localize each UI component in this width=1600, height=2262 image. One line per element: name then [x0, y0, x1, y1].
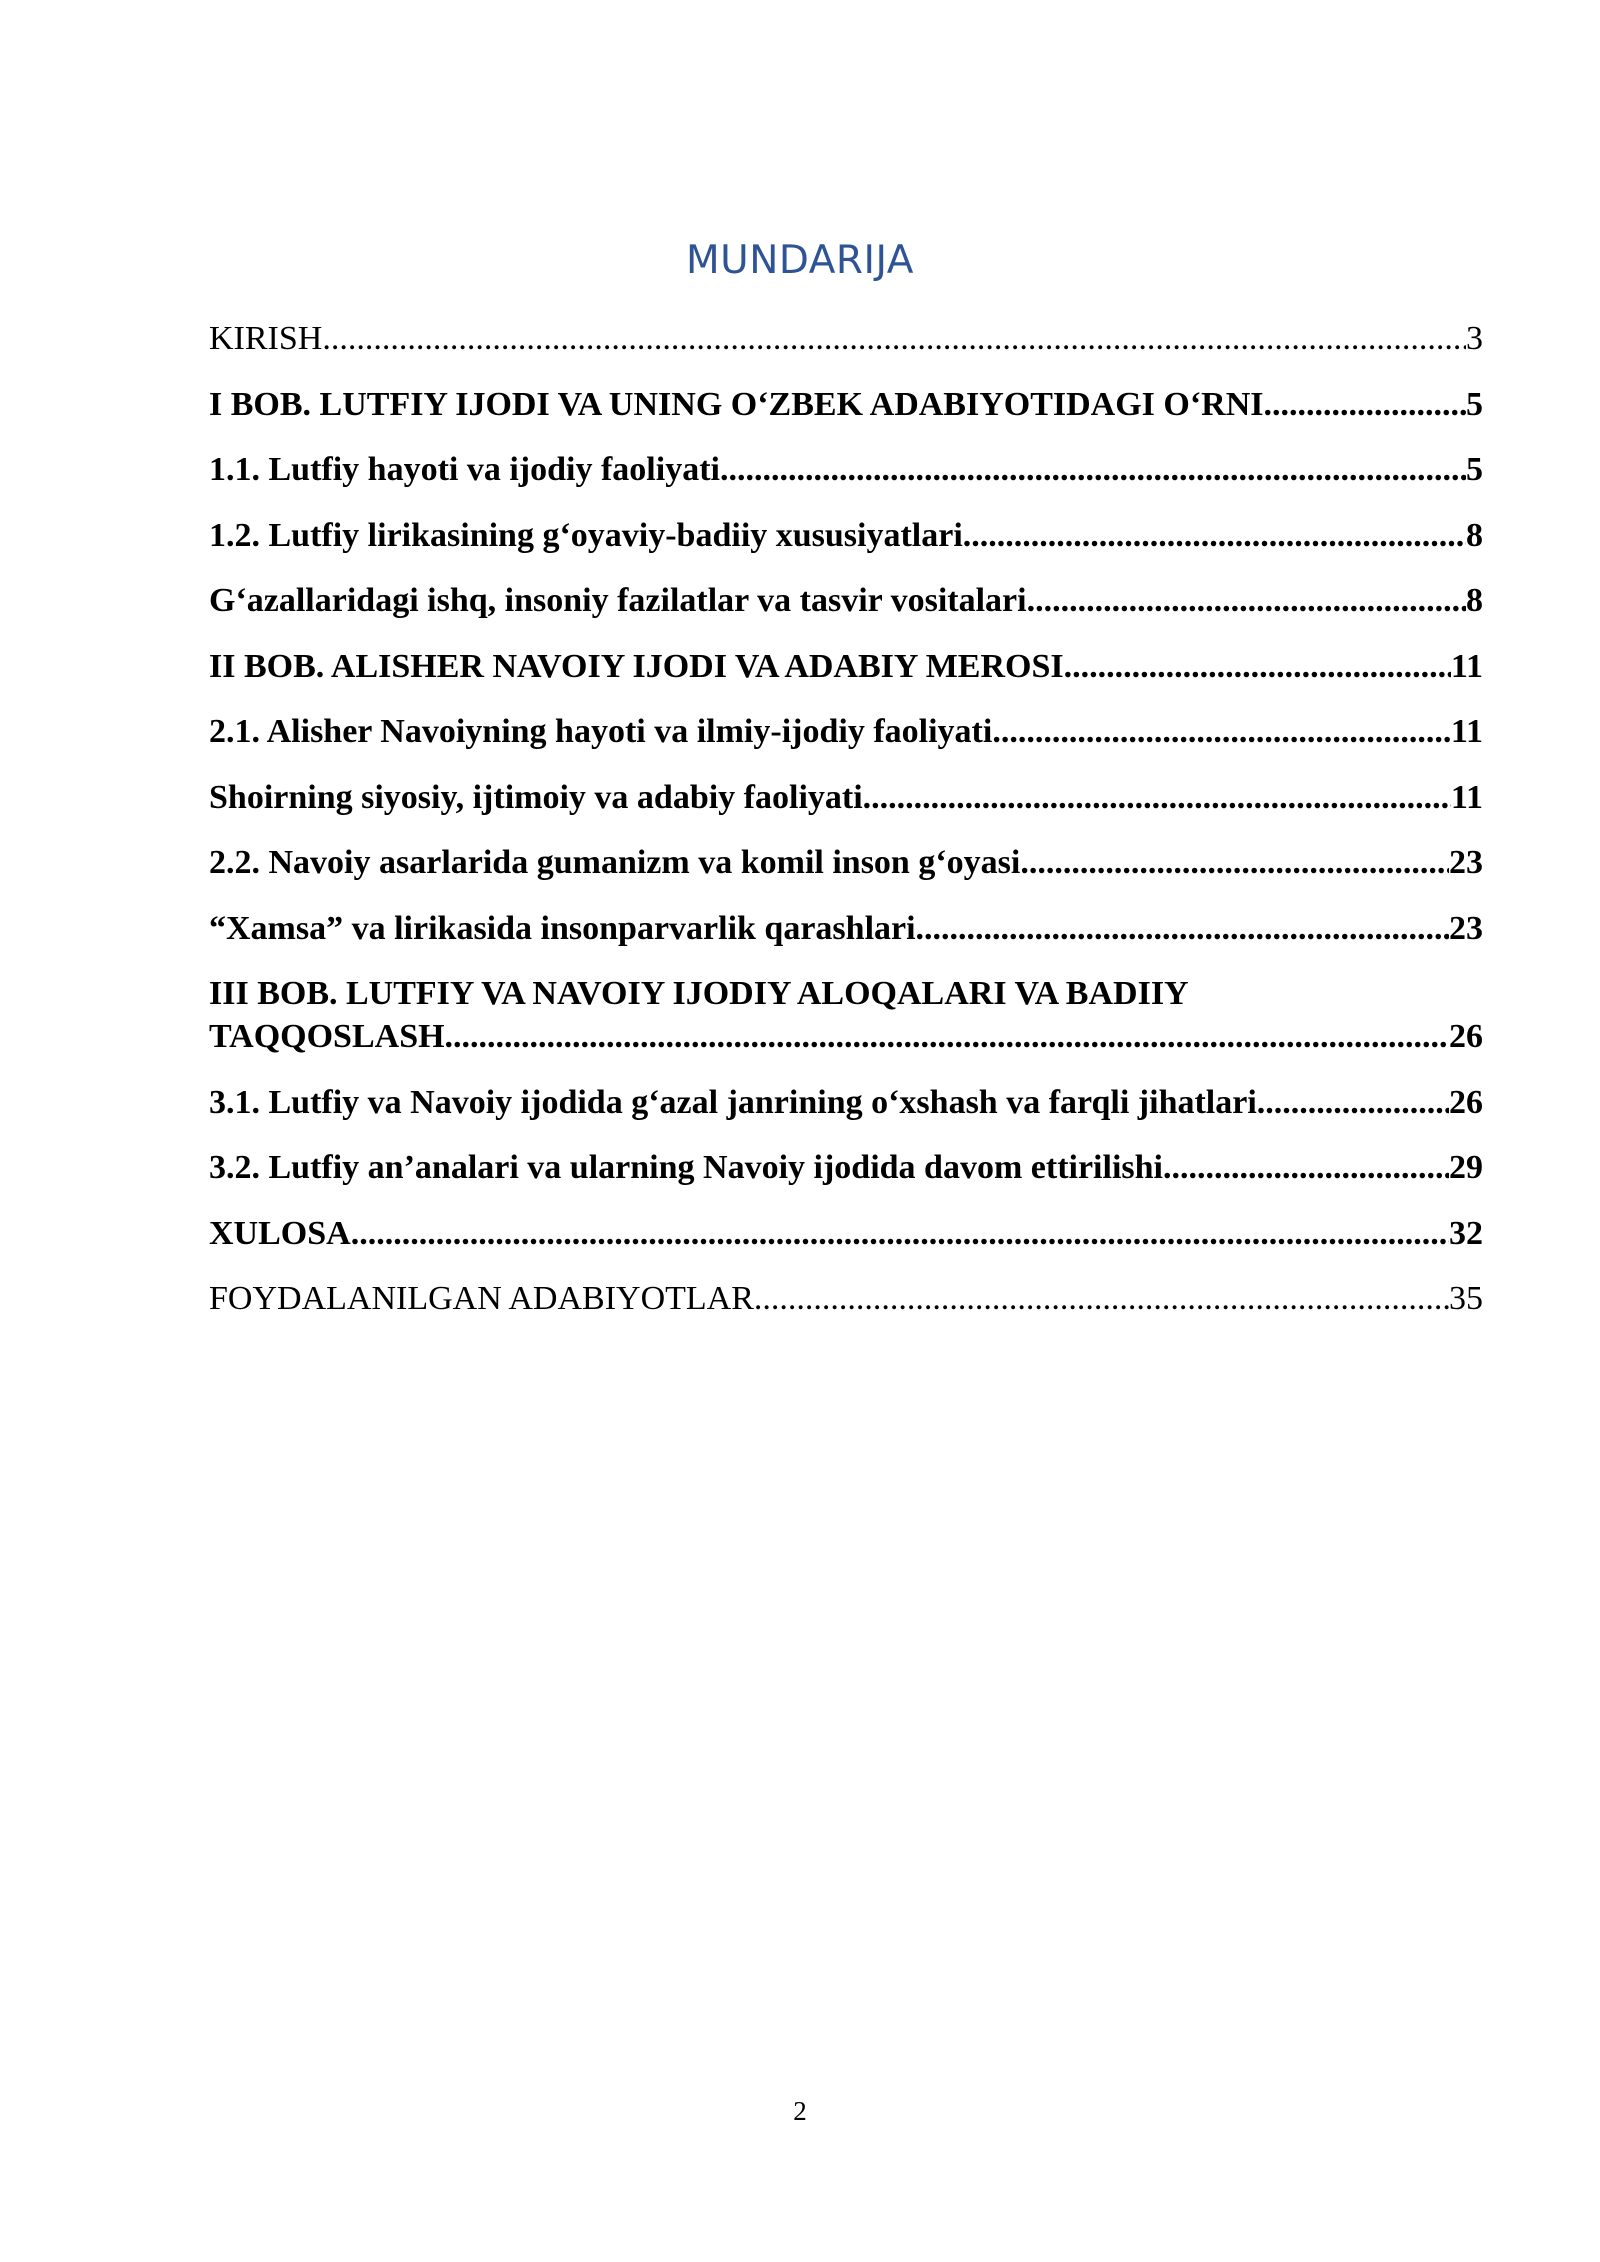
toc-entry-section-2-2[interactable] [209, 842, 1483, 884]
toc-entry-line2 [209, 1016, 1483, 1058]
toc-entry-kirish[interactable] [209, 318, 1483, 360]
toc-entry-page-number: 26 [1449, 1018, 1483, 1055]
toc-entry-label: 3.2. Lutfiy an’analari va ularning Navoiy ijodida davom ettirilishi [209, 1149, 1163, 1186]
dot-leader [445, 1016, 1449, 1058]
toc-entry-label: 1.1. Lutfiy hayoti va ijodiy faoliyati [209, 451, 720, 488]
toc-entry-label: 1.2. Lutfiy lirikasining g‘oyaviy-badiiy xususiyatlari [209, 516, 963, 554]
toc-entry-subsection-xamsa[interactable] [209, 908, 1483, 950]
dot-leader [916, 908, 1449, 950]
toc-entry-section-2-1[interactable] [209, 711, 1483, 753]
toc-entry-page-number: 3 [1466, 320, 1483, 357]
toc-entry-section-3-1[interactable] [209, 1082, 1483, 1124]
dot-leader [754, 1278, 1449, 1320]
toc-entry-page-number: 26 [1449, 1083, 1483, 1121]
toc-entry-label: “Xamsa” va lirikasida insonparvarlik qarashlari [209, 909, 916, 947]
toc-entry-label: XULOSA [209, 1214, 351, 1252]
toc-entry-section-1-1[interactable] [209, 449, 1483, 491]
toc-entry-label: II BOB. ALISHER NAVOIY IJODI VA ADABIY MEROSI [209, 647, 1064, 685]
page-title: MUNDARIJA [686, 238, 914, 283]
dot-leader [1064, 646, 1451, 688]
toc-entry-chapter-3[interactable] [209, 973, 1483, 1058]
dot-leader [1020, 842, 1449, 884]
dot-leader [963, 515, 1466, 557]
toc-entry-section-1-2[interactable] [209, 515, 1483, 557]
dot-leader [720, 449, 1466, 491]
toc-entry-label: III BOB. LUTFIY VA NAVOIY IJODIY ALOQALARI VA BADIIY [209, 975, 1189, 1012]
toc-entry-page-number: 8 [1466, 516, 1483, 554]
toc-entry-adabiyotlar[interactable] [209, 1278, 1483, 1320]
toc-entry-label: FOYDALANILGAN ADABIYOTLAR [209, 1280, 754, 1317]
toc-entry-page-number: 8 [1466, 582, 1483, 619]
toc-entry-label: Shoirning siyosiy, ijtimoiy va adabiy faoliyati [209, 778, 863, 816]
toc-entry-page-number: 5 [1466, 451, 1483, 488]
toc-entry-label: 2.1. Alisher Navoiyning hayoti va ilmiy-ijodiy faoliyati [209, 713, 993, 750]
toc-entry-subsection-gazallar[interactable] [209, 580, 1483, 622]
toc-entry-page-number: 11 [1450, 647, 1483, 685]
toc-entry-label: 2.2. Navoiy asarlarida gumanizm va komil inson g‘oyasi [209, 844, 1021, 881]
dot-leader [1257, 1082, 1449, 1124]
toc-entry-label: I BOB. LUTFIY IJODI VA UNING O‘ZBEK ADABIYOTIDAGI O‘RNI [209, 385, 1264, 423]
toc-entry-label-continued: TAQQOSLASH [209, 1018, 445, 1055]
toc-entry-label: G‘azallaridagi ishq, insoniy fazilatlar va tasvir vositalari [209, 582, 1027, 619]
toc-entry-section-3-2[interactable] [209, 1147, 1483, 1189]
toc-entry-page-number: 23 [1449, 844, 1483, 881]
toc-entry-chapter-1[interactable] [209, 384, 1483, 426]
toc-entry-label: KIRISH [209, 320, 323, 357]
toc-entry-xulosa[interactable] [209, 1213, 1483, 1255]
toc-entry-page-number: 32 [1449, 1214, 1483, 1252]
dot-leader [1027, 580, 1466, 622]
dot-leader [992, 711, 1451, 753]
dot-leader [322, 318, 1466, 360]
toc-entry-page-number: 29 [1449, 1149, 1483, 1186]
dot-leader [1264, 384, 1466, 426]
toc-entry-subsection-shoir[interactable] [209, 777, 1483, 819]
toc-entry-label: 3.1. Lutfiy va Navoiy ijodida g‘azal janrining o‘xshash va farqli jihatlari [209, 1083, 1257, 1121]
page-number: 2 [793, 2096, 807, 2126]
toc-entry-page-number: 11 [1450, 778, 1483, 816]
dot-leader [863, 777, 1451, 819]
toc-entry-chapter-2[interactable] [209, 646, 1483, 688]
dot-leader [351, 1213, 1449, 1255]
dot-leader [1163, 1147, 1449, 1189]
toc-entry-page-number: 35 [1449, 1280, 1483, 1317]
toc-entry-page-number: 23 [1449, 909, 1483, 947]
toc-entry-page-number: 11 [1450, 713, 1483, 750]
toc-entry-page-number: 5 [1466, 385, 1483, 423]
table-of-contents [209, 318, 1483, 1344]
